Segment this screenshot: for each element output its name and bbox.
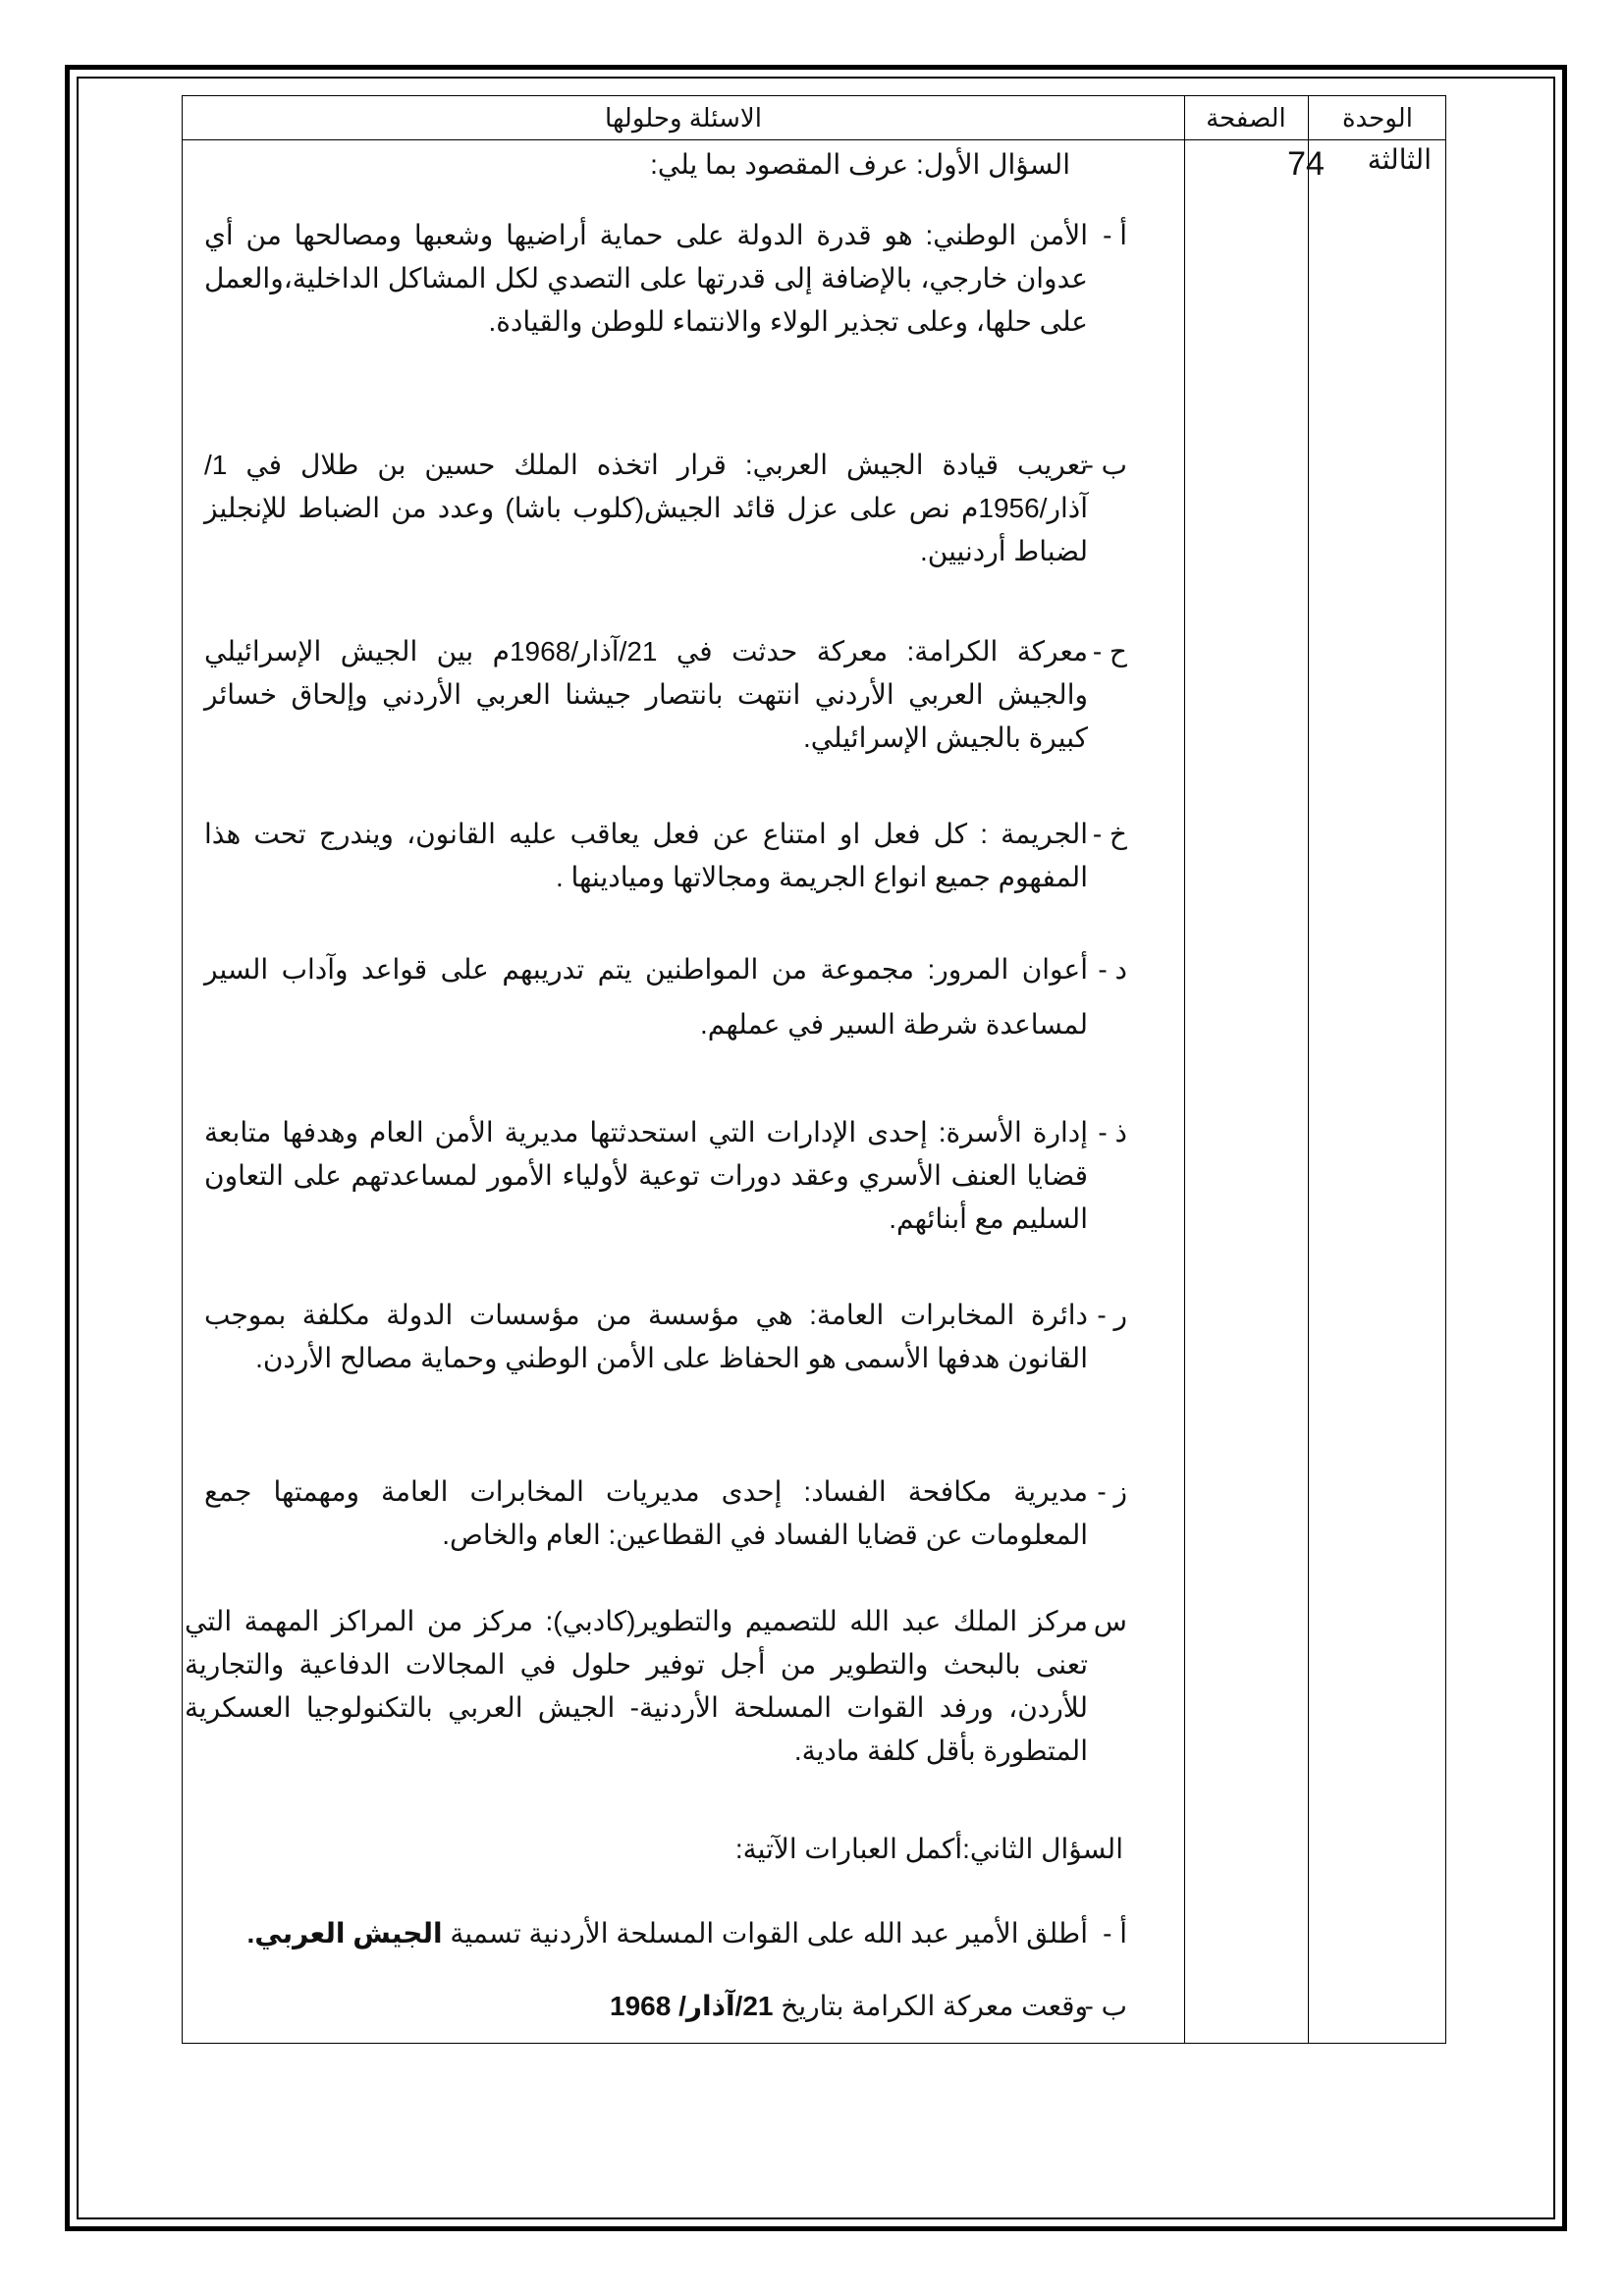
definition-item bbox=[204, 1294, 1127, 1380]
definition-item bbox=[204, 813, 1127, 899]
header-divider bbox=[183, 139, 1445, 140]
question-2-title: السؤال الثاني:أكمل العبارات الآتية: bbox=[734, 1834, 1123, 1864]
header-questions: الاسئلة وحلولها bbox=[605, 103, 762, 133]
item-text: أعوان المرور: مجموعة من المواطنين يتم تدريبهم على قواعد وآداب السير لمساعدة شرطة السير في عملهم. bbox=[204, 954, 1088, 1040]
item-text: أطلق الأمير عبد الله على القوات المسلحة الأردنية تسمية bbox=[450, 1918, 1088, 1949]
definition-item bbox=[204, 214, 1127, 344]
item-text: إدارة الأسرة: إحدى الإدارات التي استحدثتها مديرية الأمن العام وهدفها متابعة قضايا العنف الأسري وعقد دورات توعية لأولياء الأمور لمساعدتهم على التعاون السليم مع أبنائهم. bbox=[204, 1117, 1088, 1234]
definition-item bbox=[204, 1470, 1127, 1557]
definition-item bbox=[185, 1600, 1127, 1773]
definition-item bbox=[204, 942, 1127, 1052]
item-label: ر - bbox=[1097, 1300, 1127, 1330]
item-text: دائرة المخابرات العامة: هي مؤسسة من مؤسسات الدولة مكلفة بموجب القانون هدفها الأسمى هو الحفاظ على الأمن الوطني وحماية مصالح الأردن. bbox=[204, 1300, 1088, 1373]
item-text: الأمن الوطني: هو قدرة الدولة على حماية أراضيها وشعبها ومصالحها من أي عدوان خارجي، بالإضافة إلى قدرتها على التصدي لكل المشاكل الداخلية،والعمل على حلها، وعلى تجذير الولاء والانتماء للوطن والقيادة. bbox=[204, 220, 1088, 337]
header-unit: الوحدة bbox=[1342, 103, 1413, 133]
item-text: تعريب قيادة الجيش العربي: قرار اتخذه الملك حسين بن طلال في 1/آذار/1956م نص على عزل قائد الجيش(كلوب باشا) وعدد من الضباط للإنجليز لضباط أردنيين. bbox=[204, 450, 1088, 566]
item-label: خ - bbox=[1092, 819, 1127, 849]
item-label: س - bbox=[1076, 1606, 1127, 1636]
header-page: الصفحة bbox=[1206, 103, 1286, 133]
definition-item bbox=[204, 444, 1127, 573]
item-text: وقعت معركة الكرامة بتاريخ bbox=[781, 1991, 1088, 2021]
item-label: أ - bbox=[1103, 220, 1127, 250]
item-answer: 21/آذار/ 1968 bbox=[610, 1991, 774, 2021]
item-answer: الجيش العربي. bbox=[246, 1918, 443, 1949]
answers-table bbox=[182, 95, 1446, 2044]
item-label: د - bbox=[1098, 954, 1127, 985]
column-divider bbox=[1184, 96, 1185, 2043]
item-label: ب - bbox=[1084, 450, 1127, 480]
item-text: مركز الملك عبد الله للتصميم والتطوير(كادبي): مركز من المراكز المهمة التي تعنى بالبحث والتطوير من أجل توفير حلول في المجالات الدفاعية والتجارية للأردن، ورفد القوات المسلحة الأردنية- الجيش العربي بالتكنولوجيا العسكرية المتطورة بأقل كلفة مادية. bbox=[185, 1606, 1088, 1766]
item-text: الجريمة : كل فعل او امتناع عن فعل يعاقب عليه القانون، ويندرج تحت هذا المفهوم جميع انواع الجريمة ومجالاتها وميادينها . bbox=[204, 819, 1089, 892]
item-label: ح - bbox=[1092, 636, 1127, 667]
question-1-title: السؤال الأول: عرف المقصود بما يلي: bbox=[650, 149, 1070, 180]
item-text: مديرية مكافحة الفساد: إحدى مديريات المخابرات العامة ومهمتها جمع المعلومات عن قضايا الفساد في القطاعين: العام والخاص. bbox=[204, 1476, 1088, 1550]
definition-item bbox=[204, 630, 1127, 760]
unit-value: الثالثة bbox=[1367, 144, 1432, 175]
completion-item bbox=[185, 1985, 1127, 2028]
column-divider bbox=[1308, 96, 1309, 2043]
item-label: ب - bbox=[1084, 1991, 1127, 2021]
definition-item bbox=[204, 1111, 1127, 1241]
item-label: أ - bbox=[1103, 1918, 1127, 1949]
completion-item bbox=[185, 1912, 1127, 1955]
item-label: ز - bbox=[1097, 1476, 1127, 1507]
item-text: معركة الكرامة: معركة حدثت في 21/آذار/1968م بين الجيش الإسرائيلي والجيش العربي الأردني انتهت بانتصار جيشنا العربي الأردني وإلحاق خسائر كبيرة بالجيش الإسرائيلي. bbox=[204, 636, 1088, 753]
page-value: 74 bbox=[1287, 145, 1325, 183]
item-label: ذ - bbox=[1098, 1117, 1127, 1148]
